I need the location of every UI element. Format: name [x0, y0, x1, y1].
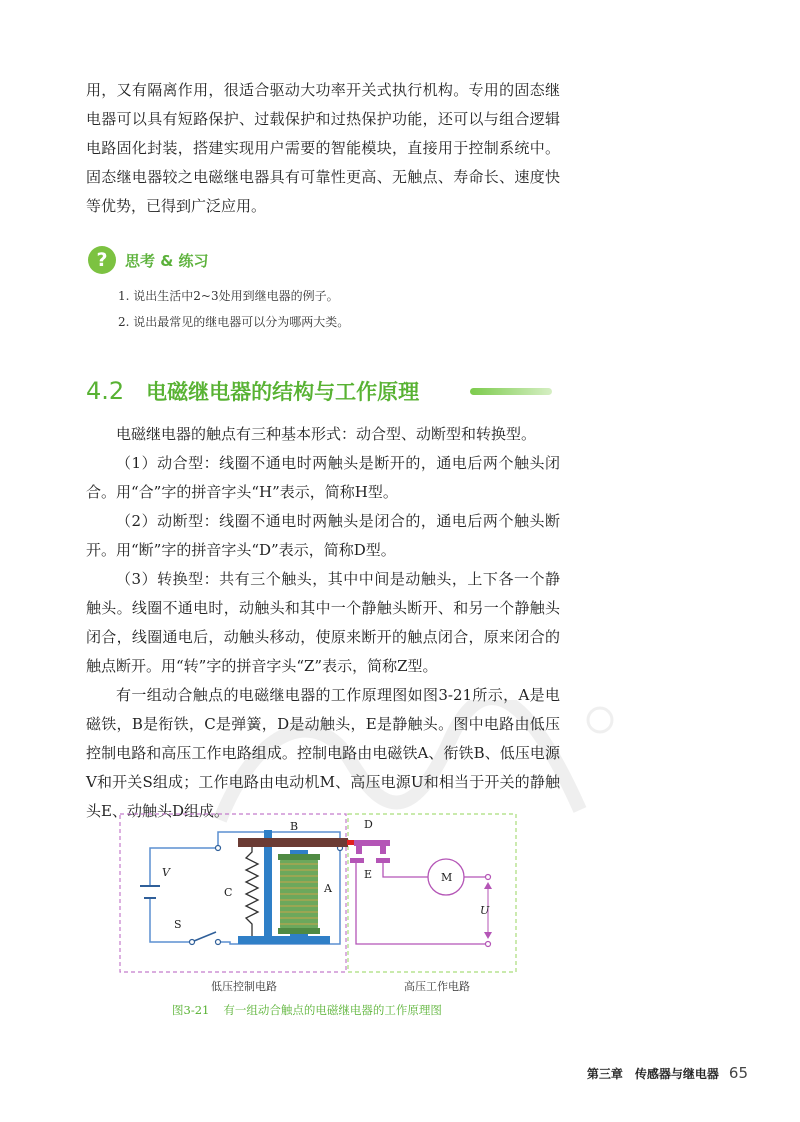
page-number: 65 [728, 1064, 748, 1082]
figure-caption-number: 图3-21 [172, 1003, 210, 1017]
label-d: D [364, 818, 373, 831]
switch-terminal [216, 940, 221, 945]
relay-diagram [118, 810, 520, 1000]
section-title: 电磁继电器的结构与工作原理 [146, 380, 420, 404]
label-m: M [441, 871, 453, 884]
page-footer [587, 1064, 748, 1082]
moving-contact [380, 846, 386, 854]
armature [238, 838, 348, 847]
work-circuit-wire [383, 863, 428, 877]
static-contact [350, 858, 364, 863]
figure-caption [172, 1002, 442, 1018]
label-u: U [480, 904, 490, 917]
spring [246, 846, 258, 936]
body-paragraph: 电磁继电器的触点有三种基本形式：动合型、动断型和转换型。 [116, 425, 537, 443]
thinking-practice-title: 思考 & 练习 [125, 251, 209, 270]
label-a: A [324, 882, 332, 895]
figure-caption-text: 有一组动合触点的电磁继电器的工作原理图 [223, 1003, 442, 1017]
relay-frame [238, 936, 330, 944]
section-heading-bar [470, 388, 552, 395]
body-paragraph: （1）动合型：线圈不通电时两触头是断开的，通电后两个触头闭合。用“合”字的拼音字头“H”表示，简称H型。 [86, 454, 560, 501]
coil-cap [278, 854, 320, 860]
label-e: E [364, 868, 373, 881]
moving-contact [356, 846, 362, 854]
control-circuit-wire [150, 848, 218, 886]
voltage-arrow-head [484, 882, 492, 889]
section-heading [86, 376, 419, 406]
low-voltage-label: 低压控制电路 [211, 980, 277, 993]
section-number: 4.2 [86, 377, 125, 405]
body-paragraph: 有一组动合触点的电磁继电器的工作原理图如图3-21所示，A是电磁铁，B是衔铁，C是弹簧，D是动触头，E是静触头。图中电路由低压控制电路和高压工作电路组成。控制电路由电磁铁A、衔铁B、低压电源V和开关S组成；工作电路由电动机M、高压电源U和相当于开关的静触头E、动触头D组成。 [86, 686, 560, 820]
question-icon: ? [88, 246, 116, 274]
body-paragraph: （2）动断型：线圈不通电时两触头是闭合的，通电后两个触头断开。用“断”字的拼音字头“D”表示，简称D型。 [86, 512, 560, 559]
work-circuit-wire [356, 863, 488, 944]
high-voltage-label: 高压工作电路 [404, 980, 470, 993]
switch-blade [194, 932, 216, 941]
terminal-dot [216, 846, 221, 851]
body-paragraph: （3）转换型：共有三个触头，其中中间是动触头，上下各一个静触头。线圈不通电时，动触头和其中一个静触头断开、和另一个静触头闭合，线圈通电后，动触头移动，使原来断开的触点闭合，原来闭合的触点断开。用“转”字的拼音字头“Z”表示，简称Z型。 [86, 570, 560, 675]
static-contact [376, 858, 390, 863]
coil-cap [278, 928, 320, 934]
label-s: S [174, 918, 182, 931]
exercise-item: 1. 说出生活中2~3处用到继电器的例子。 [118, 289, 339, 303]
terminal-dot [486, 875, 491, 880]
label-b: B [290, 820, 299, 833]
control-circuit-wire [218, 832, 340, 944]
high-voltage-region [348, 814, 516, 972]
intro-paragraph: 用，又有隔离作用，很适合驱动大功率开关式执行机构。专用的固态继电器可以具有短路保护、过载保护和过热保护功能，还可以与组合逻辑电路固化封装，搭建实现用户需要的智能模块，直接用于控制系统中。固态继电器较之电磁继电器具有可靠性更高、无触点、寿命长、速度快等优势，已得到广泛应用。 [86, 81, 560, 215]
voltage-arrow-head [484, 932, 492, 939]
footer-chapter-title: 第三章 传感器与继电器 [586, 1067, 719, 1081]
label-v: V [162, 866, 170, 879]
thinking-practice-header [88, 246, 209, 274]
label-c: C [224, 886, 233, 899]
switch-terminal [190, 940, 195, 945]
moving-contact [354, 840, 390, 846]
control-circuit-wire [150, 898, 190, 942]
exercise-item: 2. 说出最常见的继电器可以分为哪两大类。 [118, 315, 350, 329]
control-circuit-wire [218, 942, 240, 944]
terminal-dot [486, 942, 491, 947]
